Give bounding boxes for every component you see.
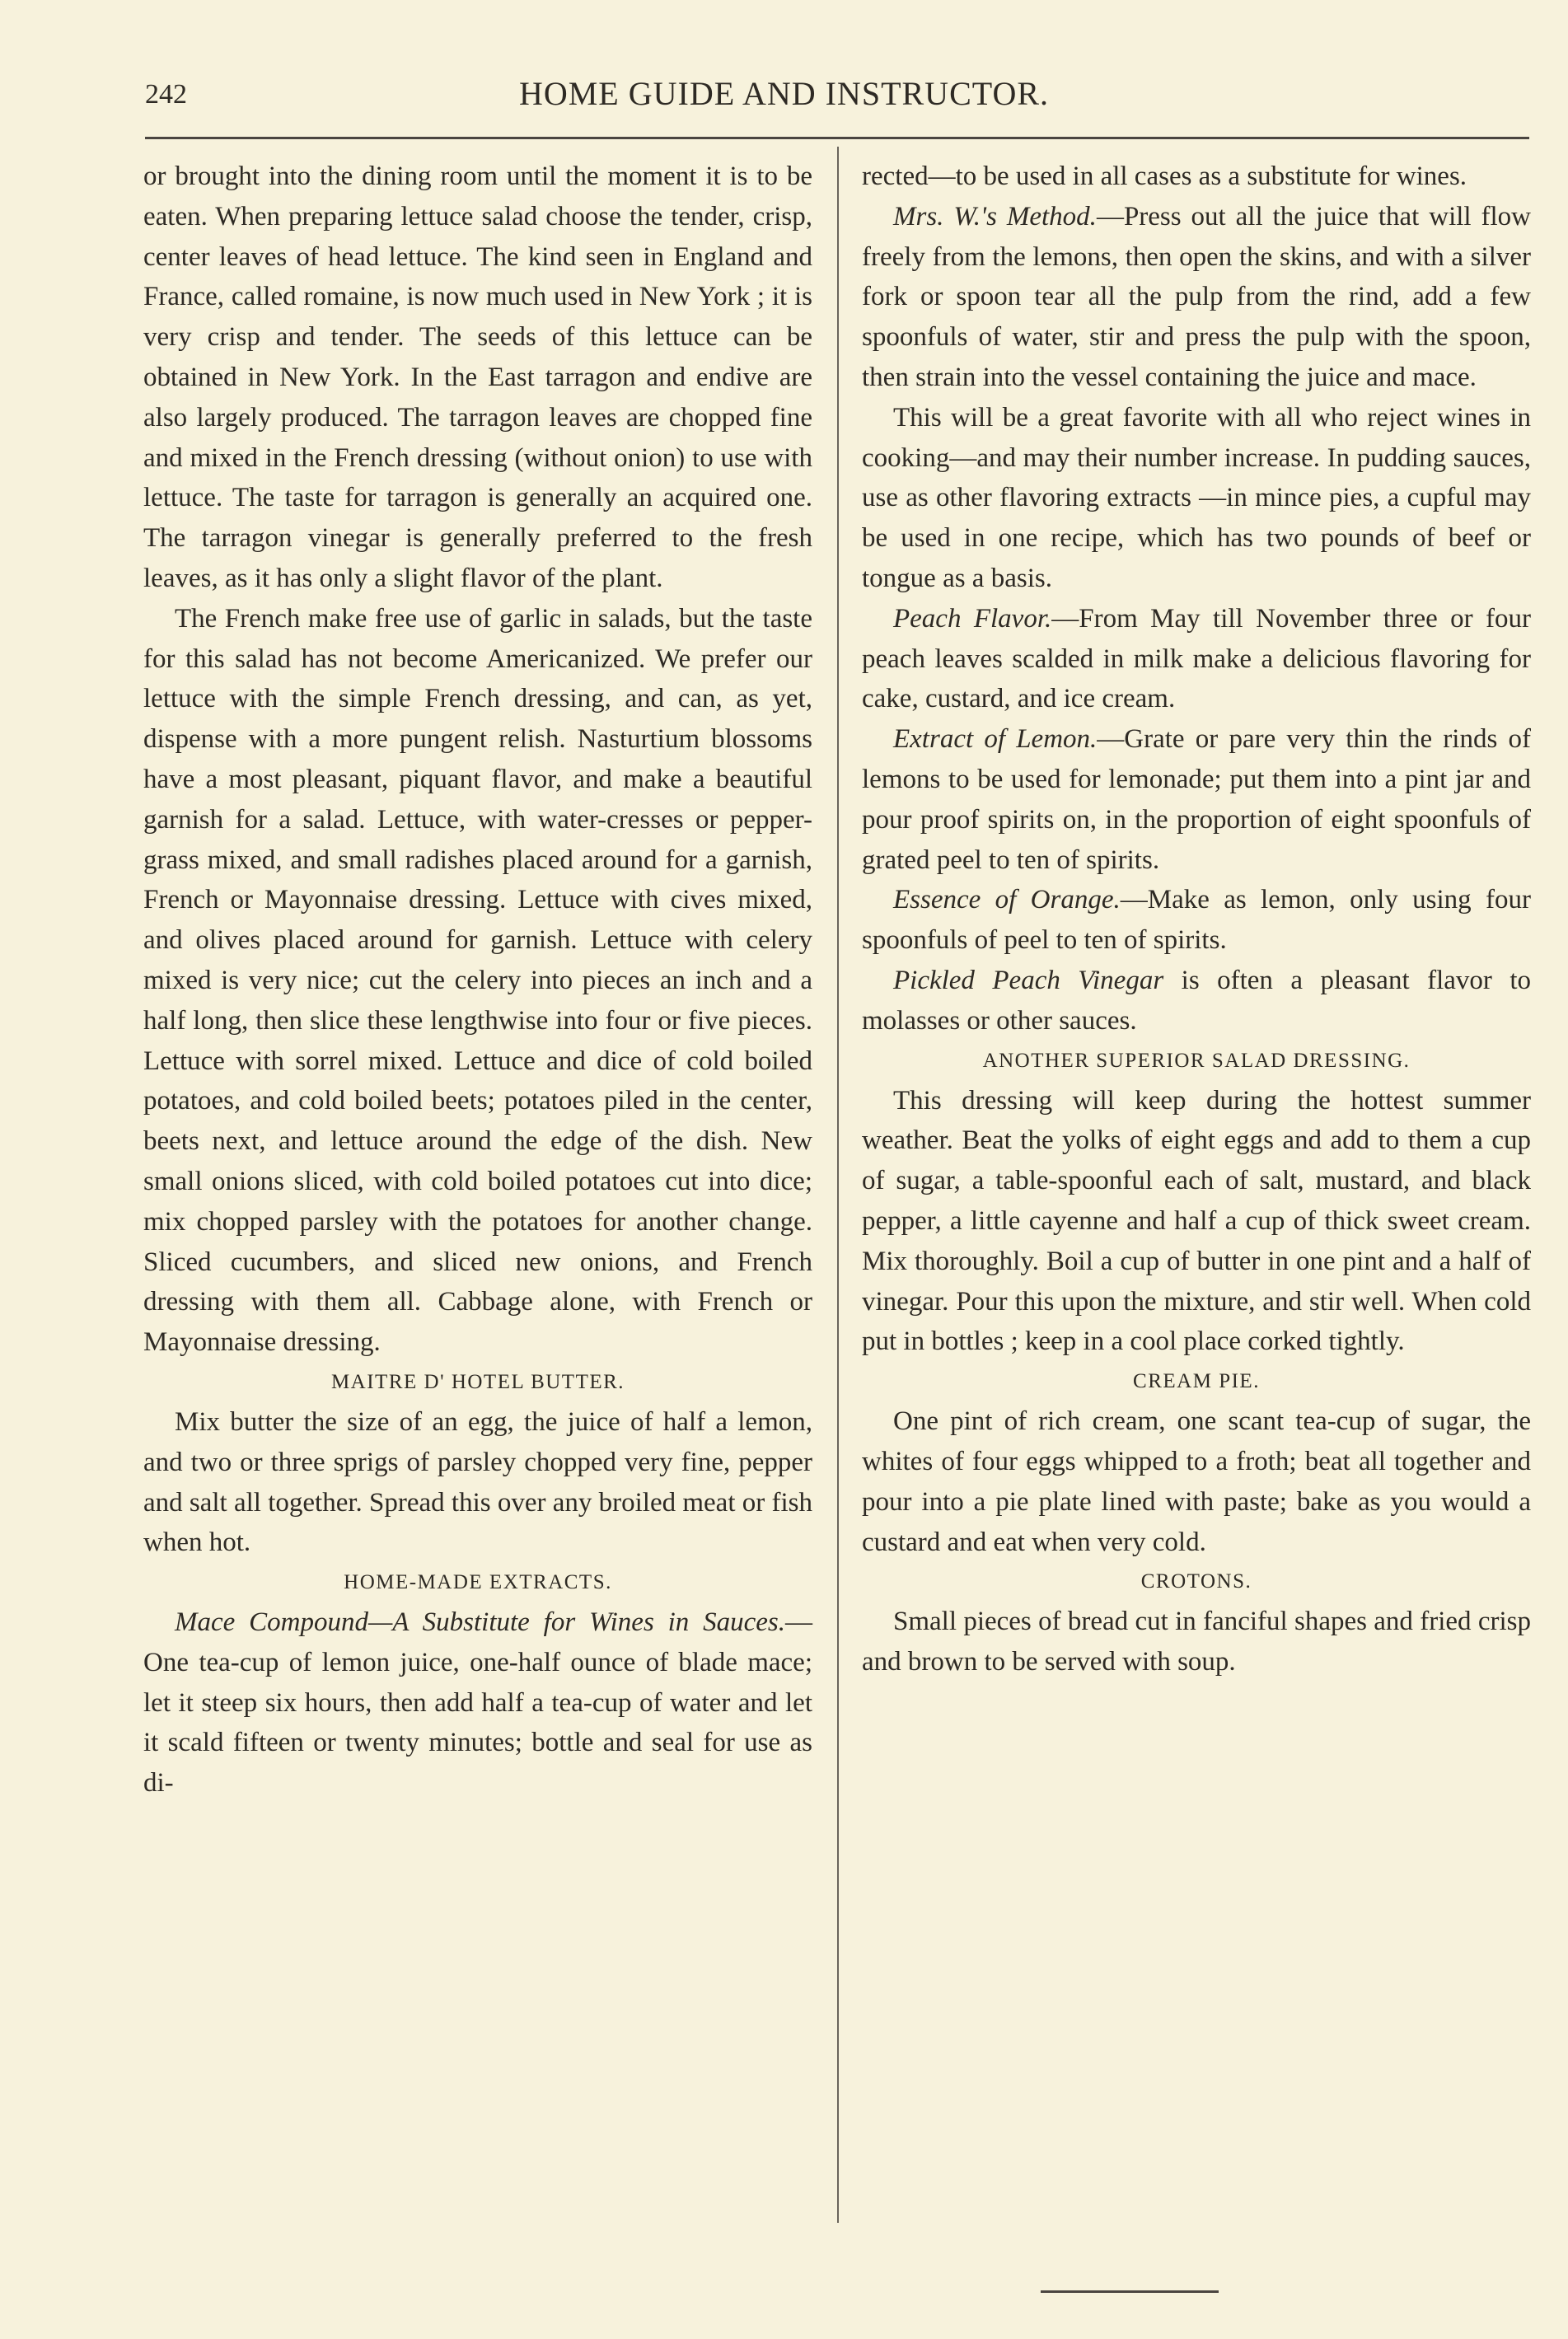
paragraph: This dressing will keep during the hottest summer weather. Beat the yolks of eight eggs and add to them a cup of sugar, a table-spoonful each of salt, mustard, and black pepper, a little cayenne and half a cup of thick sweet cream. Mix thoroughly. Boil a cup of butter in one pint and a half of vinegar. Pour this upon the mixture, and stir well. When cold put in bottles ; keep in a cool place corked tightly. <box>862 1085 1531 1357</box>
italic-lead: Pickled Peach Vinegar <box>893 965 1164 995</box>
paragraph <box>862 599 1531 719</box>
end-rule <box>1041 2290 1219 2293</box>
paragraph-text: —Make as lemon, only using four spoonfuls of peel to ten of spirits. <box>862 885 1531 956</box>
paragraph: or brought into the dining room until the moment it is to be eaten. When preparing lettuce salad choose the tender, crisp, center leaves of head lettuce. The kind seen in England and France, called romaine, is now much used in New York ; it is very crisp and tender. The seeds of this lettuce can be obtained in New York. In the East tarragon and endive are also largely produced. The tarragon leaves are chopped fine and mixed in the French dressing (without onion) to use with lettuce. The taste for tarragon is generally an acquired one. The tarragon vinegar is generally preferred to the fresh leaves, as it has only a slight flavor of the plant. <box>143 161 812 593</box>
paragraph <box>143 1602 812 1803</box>
paragraph-text: —One tea-cup of lemon juice, one-half ounce of blade mace; let it steep six hours, then add half a tea-cup of water and let it scald fifteen or twenty minutes; bottle and seal for use as di- <box>143 1607 812 1799</box>
paragraph-text: —Grate or pare very thin the rinds of lemons to be used for lemonade; put them into a pint jar and pour proof spirits on, in the proportion of eight spoonfuls of grated peel to ten of spirits. <box>862 724 1531 875</box>
italic-lead: Essence of Orange. <box>893 885 1121 915</box>
page-number: 242 <box>145 79 187 110</box>
paragraph <box>862 880 1531 961</box>
paragraph: This will be a great favorite with all who reject wines in cooking—and may their number increase. In pudding sauces, use as other flavoring extracts —in mince pies, a cupful may be used in one recipe, which has two pounds of beef or tongue as a basis. <box>862 402 1531 593</box>
paragraph <box>862 961 1531 1041</box>
section-heading: ANOTHER SUPERIOR SALAD DRESSING. <box>982 1049 1411 1072</box>
paragraph <box>862 197 1531 398</box>
paragraph-text: is often a pleasant flavor to molasses or other sauces. <box>862 965 1531 1036</box>
italic-lead: Mrs. W.'s Method. <box>893 201 1097 232</box>
paragraph: One pint of rich cream, one scant tea-cup of sugar, the whites of four eggs whipped to a froth; beat all together and pour into a pie plate lined with paste; bake as you would a custard and eat when very cold. <box>862 1406 1531 1557</box>
paragraph: Small pieces of bread cut in fanciful shapes and fried crisp and brown to be served with soup. <box>862 1607 1531 1677</box>
italic-lead: Extract of Lemon. <box>893 724 1098 755</box>
section-heading: CREAM PIE. <box>1133 1370 1260 1393</box>
right-column <box>862 157 1531 1682</box>
column-divider <box>837 147 839 2223</box>
paragraph <box>862 719 1531 880</box>
italic-lead: Mace Compound—A Substitute for Wines in Sauces. <box>175 1607 785 1638</box>
section-heading: CROTONS. <box>1140 1570 1252 1593</box>
italic-lead: Peach Flavor. <box>893 603 1052 634</box>
paragraph-text: —Press out all the juice that will flow freely from the lemons, then open the skins, and with a silver fork or spoon tear all the pulp from the rind, add a few spoonfuls of water, stir and press the pulp with the spoon, then strain into the vessel containing the juice and mace. <box>862 201 1531 392</box>
paragraph: Mix butter the size of an egg, the juice of half a lemon, and two or three sprigs of parsley chopped very fine, pepper and salt all together. Spread this over any broiled meat or fish when hot. <box>143 1406 812 1558</box>
section-heading: HOME-MADE EXTRACTS. <box>344 1571 612 1594</box>
left-column <box>143 157 812 1803</box>
paragraph: The French make free use of garlic in salads, but the taste for this salad has not become Americanized. We prefer our lettuce with the simple French dressing, and can, as yet, dispense with a more pungent relish. Nasturtium blossoms have a most pleasant, piquant flavor, and make a beautiful garnish for a salad. Lettuce, with water-cresses or pepper-grass mixed, and small radishes placed around for a garnish, French or Mayonnaise dressing. Lettuce with cives mixed, and olives placed around for garnish. Lettuce with celery mixed is very nice; cut the celery into pieces an inch and a half long, then slice these lengthwise into four or five pieces. Lettuce with sorrel mixed. Lettuce and dice of cold boiled potatoes, and cold boiled beets; potatoes piled in the center, beets next, and lettuce around the edge of the dish. New small onions sliced, with cold boiled potatoes cut into dice; mix chopped parsley with the potatoes for another change. Sliced cucumbers, and sliced new onions, and French dressing with them all. Cabbage alone, with French or Mayonnaise dressing. <box>143 603 812 1358</box>
paragraph: rected—to be used in all cases as a substitute for wines. <box>862 161 1467 191</box>
paragraph-text: —From May till November three or four peach leaves scalded in milk make a delicious flavoring for cake, custard, and ice cream. <box>862 603 1531 714</box>
header-rule <box>145 137 1529 139</box>
running-head: HOME GUIDE AND INSTRUCTOR. <box>518 75 1050 112</box>
section-heading: MAITRE D' HOTEL BUTTER. <box>330 1370 625 1393</box>
